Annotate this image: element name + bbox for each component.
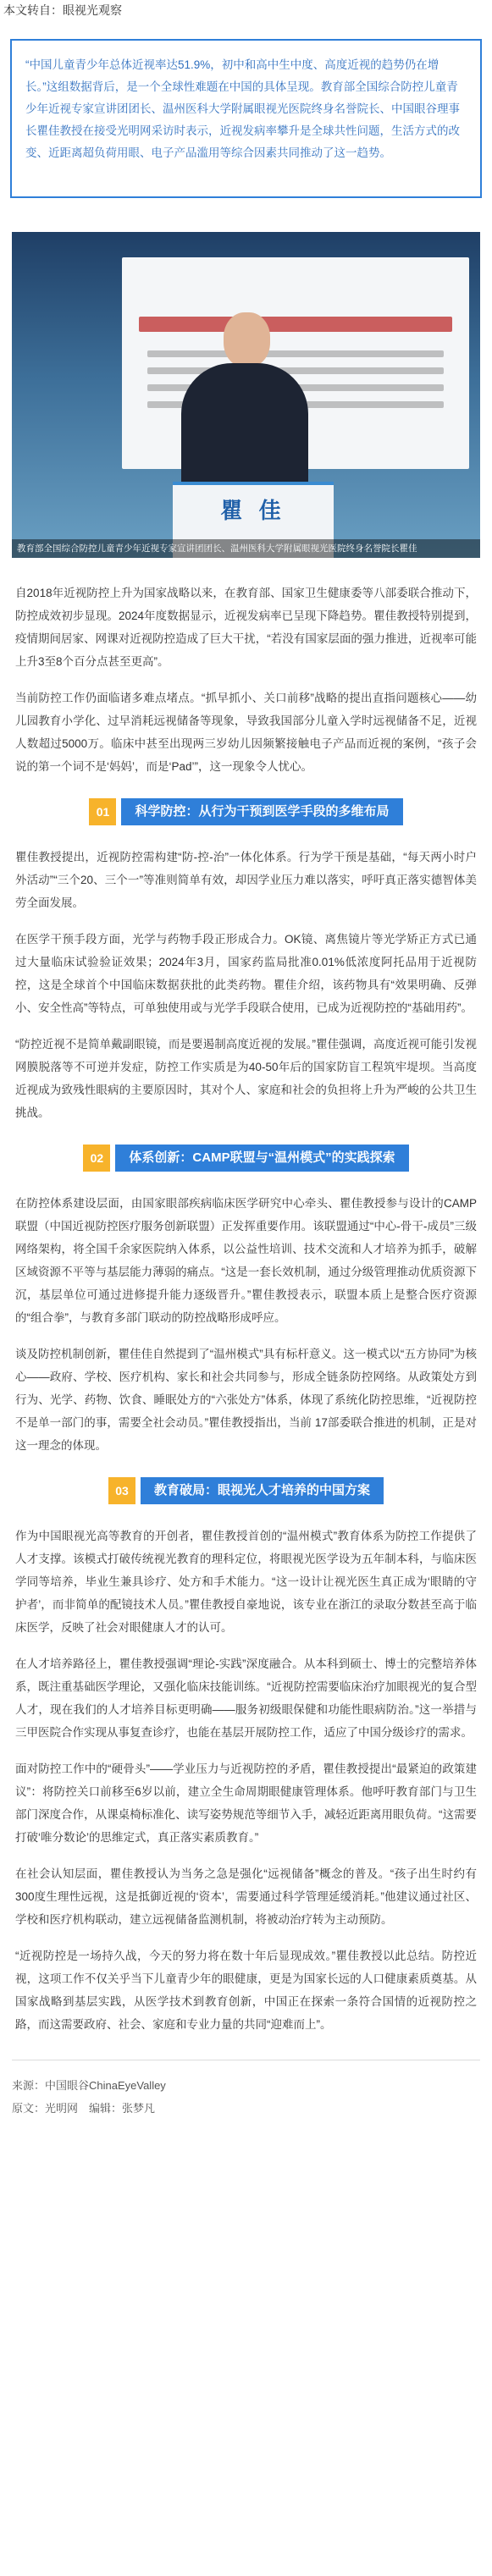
paragraph: 谈及防控机制创新，瞿佳佳自然提到了“温州模式”具有标杆意义。这一模式以“五方协同”为核心——政府、学校、医疗机构、家长和社会共同参与，形成全链条防控网络。从政策处方到行为、光学、药物、饮食、睡眠处方的“六张处方”体系，体现了系统化防控思维，“近视防控不是单一部门的事，需要全社会动员。”瞿佳教授指出，当前 17部委联合推进的机制，正是对这一理念的体现。 <box>15 1348 477 1452</box>
paragraph: 自2018年近视防控上升为国家战略以来，在教育部、国家卫生健康委等八部委联合推动下，防控成效初步显现。2024年度数据显示，近视发病率已呈现下降趋势。瞿佳教授特别提到，疫情期间居家、网课对近视防控造成了巨大干扰，“若没有国家层面的强力推进，近视率可能上升3至8个百分点甚至更高”。 <box>15 587 477 668</box>
summary-box <box>10 39 482 198</box>
paragraph: 作为中国眼视光高等教育的开创者，瞿佳教授首创的“温州模式”教育体系为防控工作提供了人才支撑。该模式打破传统视光教育的理科定位，将眼视光医学设为五年制本科，与临床医学同等培养，毕业生兼具诊疗、处方和手术能力。“这一设计让视光医生真正成为‘眼睛的守护者’，而非简单的配镜技术人员。”瞿佳教授自豪地说，该专业在浙江的录取分数甚至高于临床医学，反映了社会对眼健康人才的认可。 <box>15 1530 477 1634</box>
section-number: 02 <box>83 1145 110 1172</box>
paragraph: 面对防控工作中的“硬骨头”——学业压力与近视防控的矛盾，瞿佳教授提出“最紧迫的政策建议”：将防控关口前移至6岁以前，建立全生命周期眼健康管理体系。他呼吁教育部门与卫生部门深度合作，从课桌椅标准化、读写姿势规范等细节入手，减轻近距离用眼负荷。“这需要打破‘唯分数论’的思维定式，真正落实素质教育。” <box>15 1762 477 1844</box>
section-number: 03 <box>108 1477 135 1504</box>
article-photo <box>12 232 480 558</box>
section-title: 教育破局：眼视光人才培养的中国方案 <box>141 1477 384 1504</box>
article-footer <box>12 2060 480 2120</box>
section-heading-2 <box>0 1141 492 1175</box>
section-heading-1 <box>0 795 492 829</box>
speaker-body <box>181 363 308 482</box>
paragraph: 在人才培养路径上，瞿佳教授强调“理论-实践”深度融合。从本科到硕士、博士的完整培养体系，既注重基础医学理论，又强化临床技能训练。“近视防控需要临床治疗加眼视光的复合型人才，现在我们的人才培养目标更明确——服务初级眼保健和功能性眼病防治。”这一举措与三甲医院合作实现从事复查诊疗，也能在基层开展防控工作，适应了中国分级诊疗的需求。 <box>15 1658 477 1739</box>
section-number: 01 <box>89 798 116 825</box>
podium-name: 瞿 佳 <box>220 498 286 523</box>
summary-text: “中国儿童青少年总体近视率达51.9%，初中和高中生中度、高度近视的趋势仍在增长。”这组数据背后，是一个全球性难题在中国的具体呈现。教育部全国综合防控儿童青少年近视专家宣讲团团长、温州医科大学附属眼视光医院终身名誉院长、中国眼谷理事长瞿佳教授在接受光明网采访时表示，近视发病率攀升是全球共性问题，生活方式的改变、近距离超负荷用眼、电子产品滥用等综合因素共同推动了这一趋势。 <box>25 58 460 159</box>
speaker-head <box>224 312 270 367</box>
paragraph: 当前防控工作仍面临诸多难点堵点。“抓早抓小、关口前移”战略的提出直指问题核心——幼儿园教育小学化、过早消耗远视储备等现象，导致我国部分儿童入学时远视储备不足，近视人数超过5000万。临床中甚至出现两三岁幼儿因频繁接触电子产品而近视的案例，“孩子会说的第一个词不是‘妈妈’，而是‘Pad’”，这一现象令人忧心。 <box>15 692 477 773</box>
paragraph: 瞿佳教授提出，近视防控需构建“防-控-治”一体化体系。行为学干预是基础，“每天两小时户外活动”“三个20、三个一”等准则简单有效，却因学业压力难以落实，呼吁真正落实德智体美劳全面发展。 <box>15 851 477 909</box>
paragraph: “防控近视不是简单戴副眼镜，而是要遏制高度近视的发展。”瞿佳强调，高度近视可能引发视网膜脱落等不可逆并发症，防控工作实质是为40-50年后的国家防盲工程筑牢堤坝。当高度近视成为致残性眼病的主要原因时，其对个人、家庭和社会的负担将上升为严峻的公共卫生挑战。 <box>15 1038 477 1119</box>
source-line: 来源：中国眼谷ChinaEyeValley <box>12 2079 166 2092</box>
editor-line: 原文：光明网 编辑：张梦凡 <box>12 2102 156 2115</box>
paragraph: 在医学干预手段方面，光学与药物手段正形成合力。OK镜、离焦镜片等光学矫正方式已通过大量临床试验验证效果；2024年3月，国家药监局批准0.01%低浓度阿托品用于近视防控，这是全球首个中国临床数据获批的此类药物。瞿佳介绍，该药物具有“效果明确、反弹小、安全性高”等特点，可单独使用或与光学手段联合使用，已成为近视防控的“基础用药”。 <box>15 933 477 1014</box>
section-title: 科学防控：从行为干预到医学手段的多维布局 <box>121 798 402 825</box>
section-title: 体系创新：CAMP联盟与“温州模式”的实践探索 <box>115 1145 408 1172</box>
paragraph: 在防控体系建设层面，由国家眼部疾病临床医学研究中心牵头、瞿佳教授参与设计的CAMP联盟（中国近视防控医疗服务创新联盟）正发挥重要作用。该联盟通过“中心-骨干-成员”三级网络架构，将全国千余家医院纳入体系，以公益性培训、技术交流和人才培养为抓手，破解区域资源不平等与基层能力薄弱的痛点。“这是一套长效机制，通过分级管理推动优质资源下沉，基层单位可通过进修提升能力逐级晋升。”瞿佳教授表示，联盟本质上是整合医疗资源的“组合拳”，与教育多部门联动的防控战略形成呼应。 <box>15 1197 477 1324</box>
speaker-figure <box>181 312 308 482</box>
photo-caption: 教育部全国综合防控儿童青少年近视专家宣讲团团长、温州医科大学附属眼视光医院终身名誉院长瞿佳 <box>12 539 480 558</box>
paragraph: “近视防控是一场持久战，今天的努力将在数十年后显现成效。”瞿佳教授以此总结。防控近视，这项工作不仅关乎当下儿童青少年的眼健康，更是为国家长远的人口健康素质奠基。从国家战略到基层实践，从医学技术到教育创新，中国正在探索一条符合国情的近视防控之路，而这需要政府、社会、家庭和专业力量的共同“迎难而上”。 <box>15 1950 477 2031</box>
reprint-line: 本文转自：眼视光观察 <box>3 3 122 17</box>
paragraph: 在社会认知层面，瞿佳教授认为当务之急是强化“远视储备”概念的普及。“孩子出生时约有300度生理性远视，这是抵御近视的‘资本’，需要通过科学管理延缓消耗。”他建议通过社区、学校和医疗机构联动，建立远视储备监测机制，将被动治疗转为主动预防。 <box>15 1867 477 1926</box>
section-heading-3 <box>0 1474 492 1508</box>
